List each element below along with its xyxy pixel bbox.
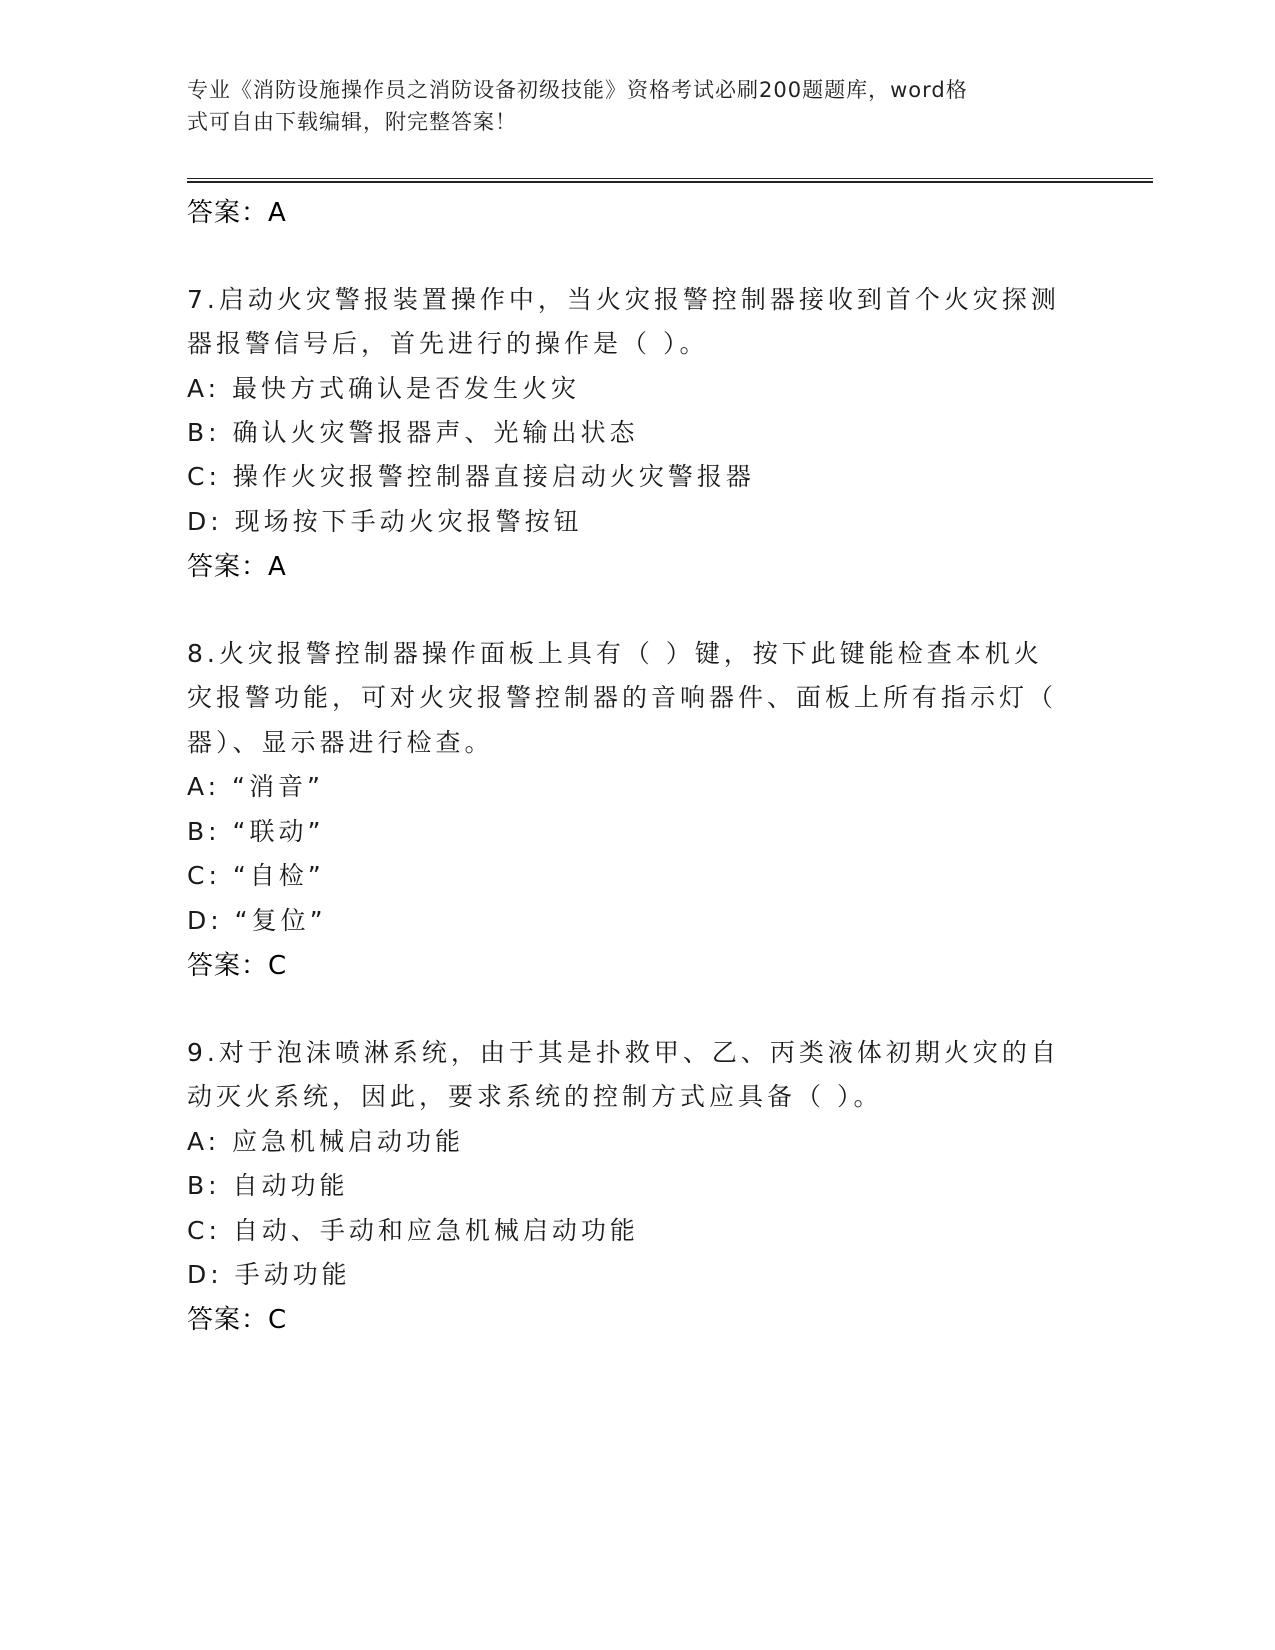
header-line-1: 专业《消防设施操作员之消防设备初级技能》资格考试必刷200题题库，word格 xyxy=(187,78,968,102)
question-8-option-d: D: “复位” xyxy=(187,906,327,935)
question-8-option-c: C: “自检” xyxy=(187,861,325,890)
question-7-stem-line-2: 器报警信号后，首先进行的操作是（ ）。 xyxy=(187,329,709,358)
question-9-option-d: D: 手动功能 xyxy=(187,1260,351,1289)
question-8-answer: 答案：C xyxy=(187,951,288,981)
question-7-option-b: B: 确认火灾警报器声、光输出状态 xyxy=(187,418,639,447)
question-9-option-b: B: 自动功能 xyxy=(187,1171,349,1200)
question-7-option-a: A: 最快方式确认是否发生火灾 xyxy=(187,374,581,403)
question-7-option-c: C: 操作火灾报警控制器直接启动火灾警报器 xyxy=(187,462,755,491)
question-8-stem-line-3: 器）、显示器进行检查。 xyxy=(187,728,494,757)
question-7-answer: 答案：A xyxy=(187,552,287,582)
question-8-stem-line-2: 灾报警功能，可对火灾报警控制器的音响器件、面板上所有指示灯（ xyxy=(187,683,1058,712)
question-9-stem-line-1: 9.对于泡沫喷淋系统，由于其是扑救甲、乙、丙类液体初期火灾的自 xyxy=(187,1038,1060,1067)
question-9-option-a: A: 应急机械启动功能 xyxy=(187,1127,465,1156)
header-line-2: 式可自由下载编辑，附完整答案！ xyxy=(187,110,517,134)
question-9-stem-line-2: 动灭火系统，因此，要求系统的控制方式应具备（ ）。 xyxy=(187,1082,883,1111)
header-divider-thick xyxy=(187,181,1153,183)
header-divider-thin xyxy=(187,178,1153,179)
question-9-answer: 答案：C xyxy=(187,1305,288,1335)
question-9-option-c: C: 自动、手动和应急机械启动功能 xyxy=(187,1216,639,1245)
document-header xyxy=(187,74,1067,138)
question-8-option-b: B: “联动” xyxy=(187,817,325,846)
question-7-stem-line-1: 7.启动火灾警报装置操作中，当火灾报警控制器接收到首个火灾探测 xyxy=(187,285,1060,314)
question-8-stem-line-1: 8.火灾报警控制器操作面板上具有（ ）键，按下此键能检查本机火 xyxy=(187,639,1043,668)
question-8-option-a: A: “消音” xyxy=(187,772,324,801)
question-7-option-d: D: 现场按下手动火灾报警按钮 xyxy=(187,507,583,536)
answer-previous: 答案：A xyxy=(187,198,287,228)
